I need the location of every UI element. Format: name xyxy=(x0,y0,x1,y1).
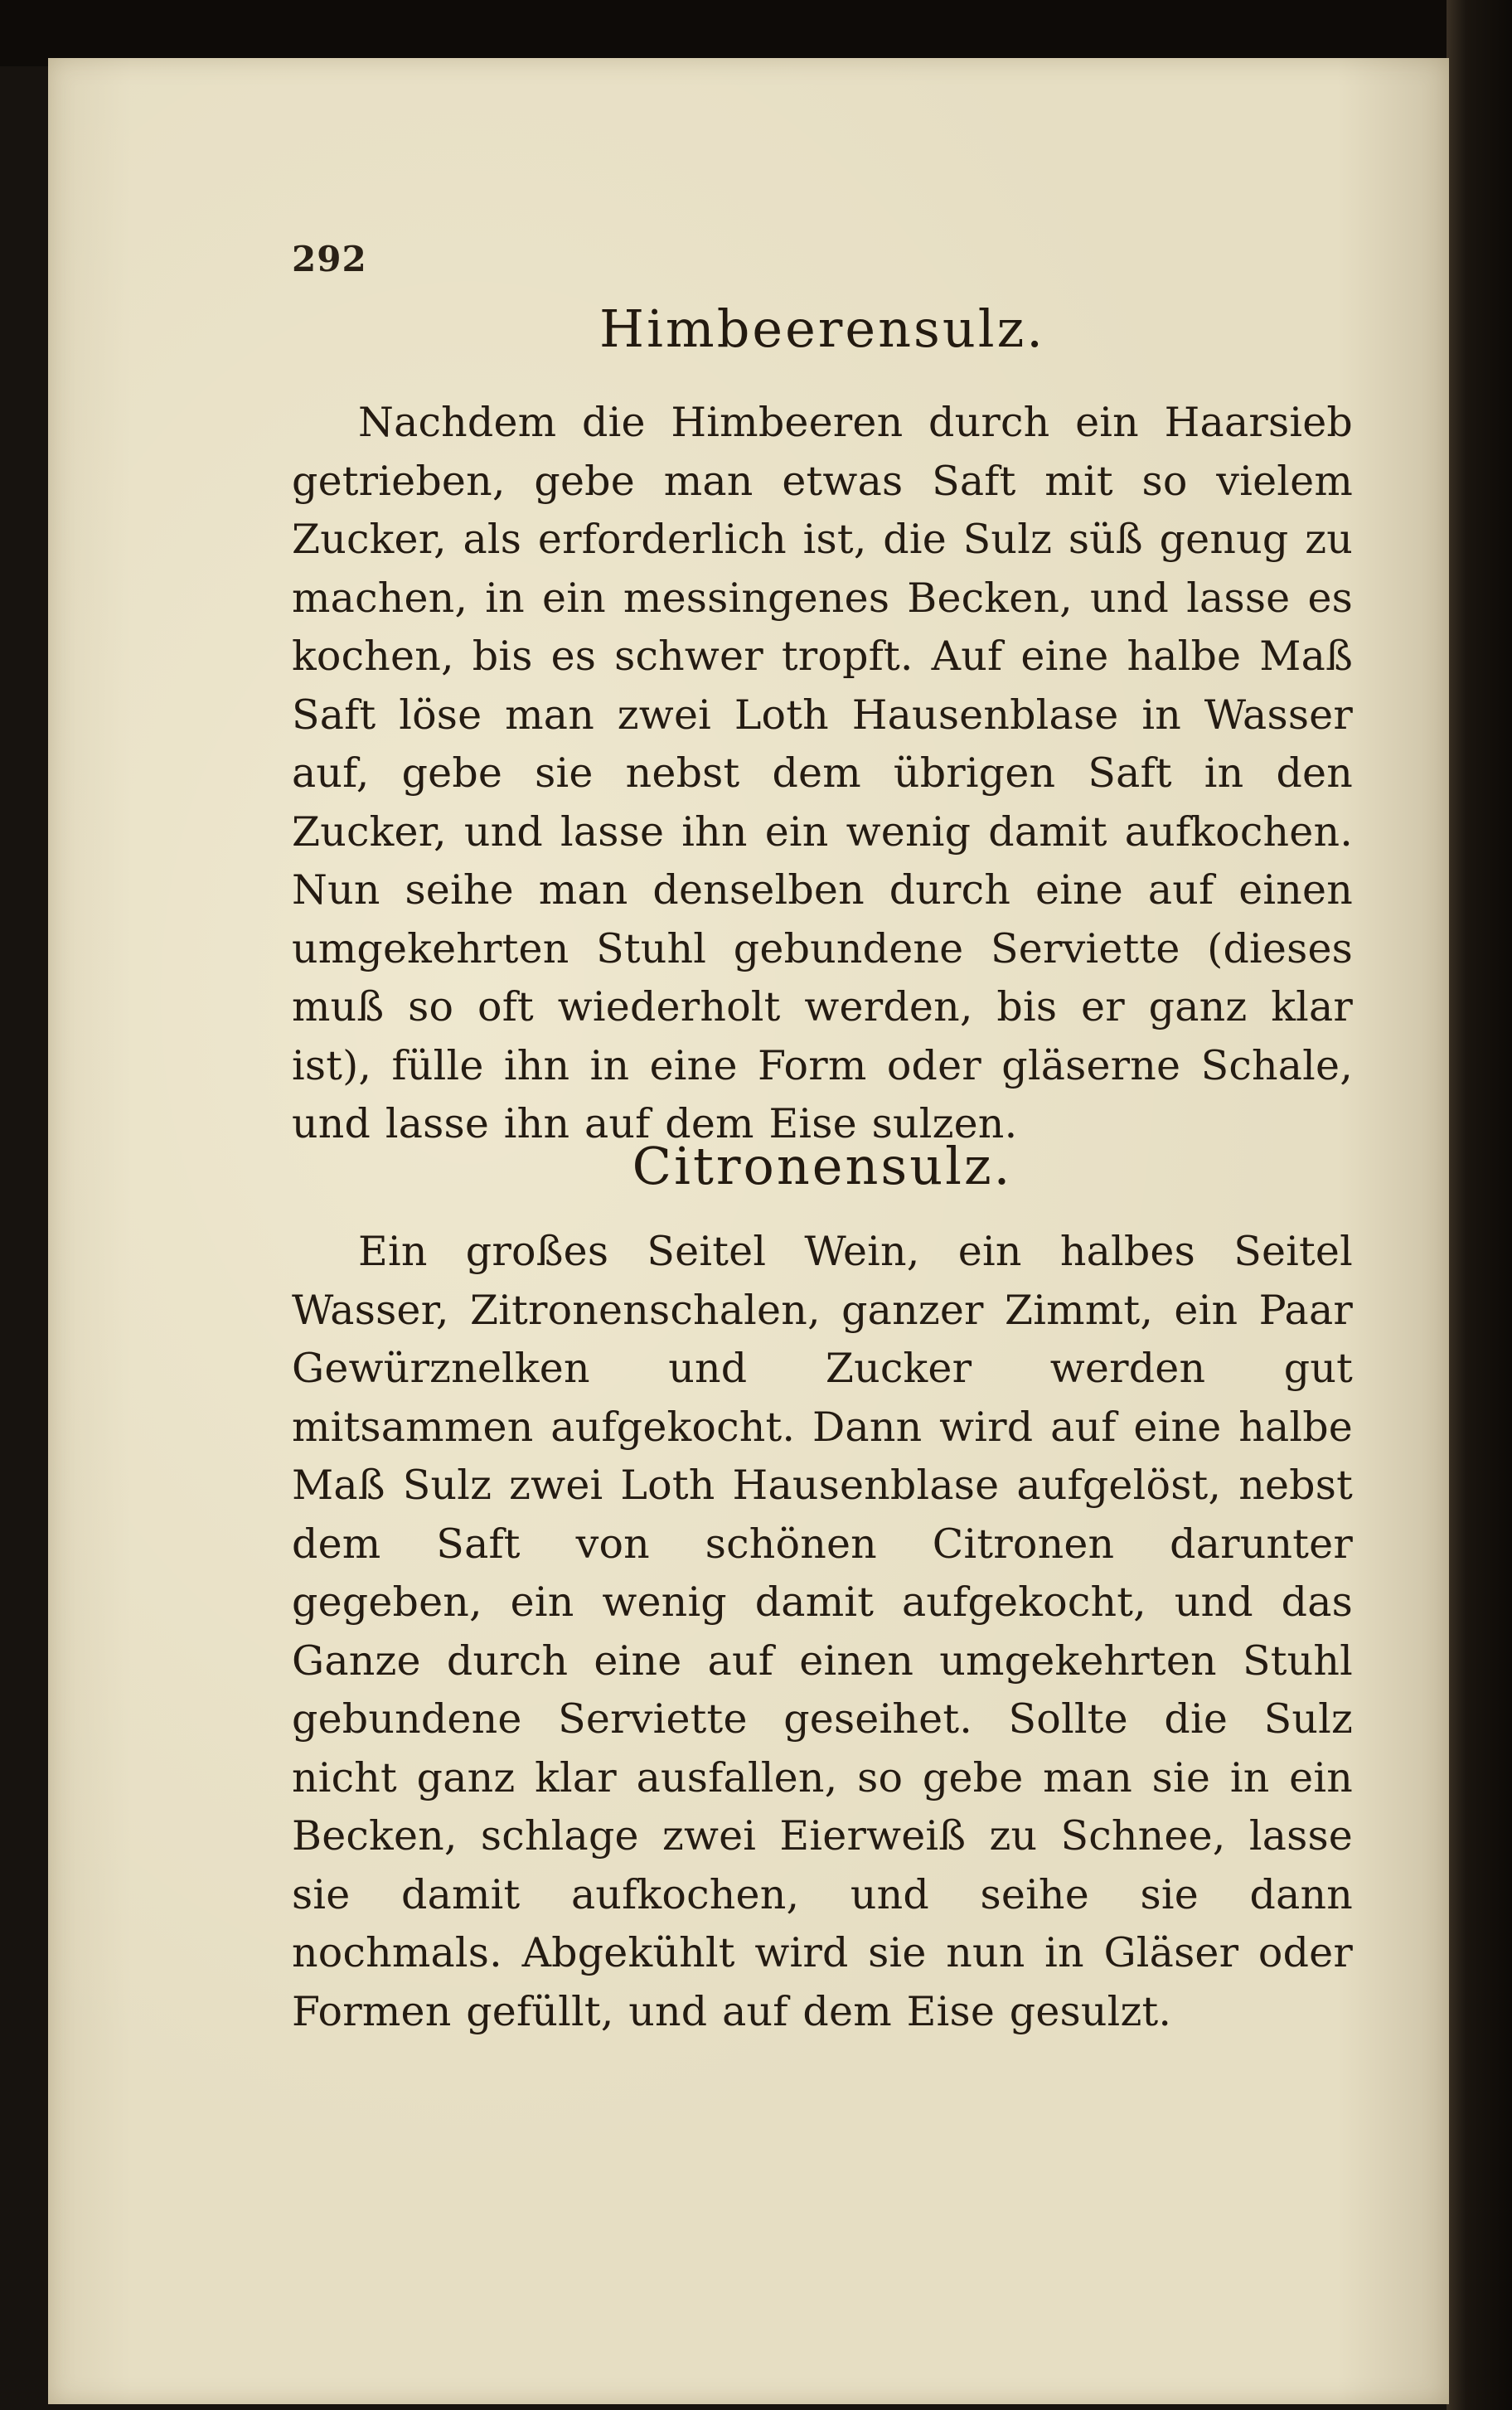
section-title-citronensulz: Citronensulz. xyxy=(632,1136,1013,1196)
book-spine-edge xyxy=(1447,0,1512,2410)
page-number: 292 xyxy=(292,239,367,279)
section-title-himbeerensulz: Himbeerensulz. xyxy=(599,298,1045,359)
section-text-himbeerensulz: Nachdem die Himbeeren durch ein Haarsieb getrieben, gebe man etwas Saft mit so vielem Zucker, als erforderlich ist, die Sulz süß genug zu machen, in ein messingenes Becken, und lasse es kochen, bis es schwer tropft. Auf eine halbe Maß Saft löse man zwei Loth Hausenblase in Wasser auf, gebe sie nebst dem übrigen Saft in den Zucker, und lasse ihn ein wenig damit aufkochen. Nun seihe man denselben durch eine auf einen umgekehrten Stuhl gebundene Serviette (dieses muß so oft wiederholt werden, bis er ganz klar ist), fülle ihn in eine Form oder gläserne Schale, und lasse ihn auf dem Eise sulzen. xyxy=(292,399,1353,1147)
scan-background-top xyxy=(0,0,1512,66)
section-text-citronensulz: Ein großes Seitel Wein, ein halbes Seitel Wasser, Zitronenschalen, ganzer Zimmt, ein Paar Gewürznelken und Zucker werden gut mitsammen aufgekocht. Dann wird auf eine halbe Maß Sulz zwei Loth Hausenblase aufgelöst, nebst dem Saft von schönen Citronen darunter gegeben, ein wenig damit aufgekocht, und das Ganze durch eine auf einen umgekehrten Stuhl gebundene Serviette geseihet. Sollte die Sulz nicht ganz klar ausfallen, so gebe man sie in ein Becken, schlage zwei Eierweiß zu Schnee, lasse sie damit aufkochen, und seihe sie dann nochmals. Abgekühlt wird sie nun in Gläser oder Formen gefüllt, und auf dem Eise gesulzt. xyxy=(292,1228,1353,2035)
